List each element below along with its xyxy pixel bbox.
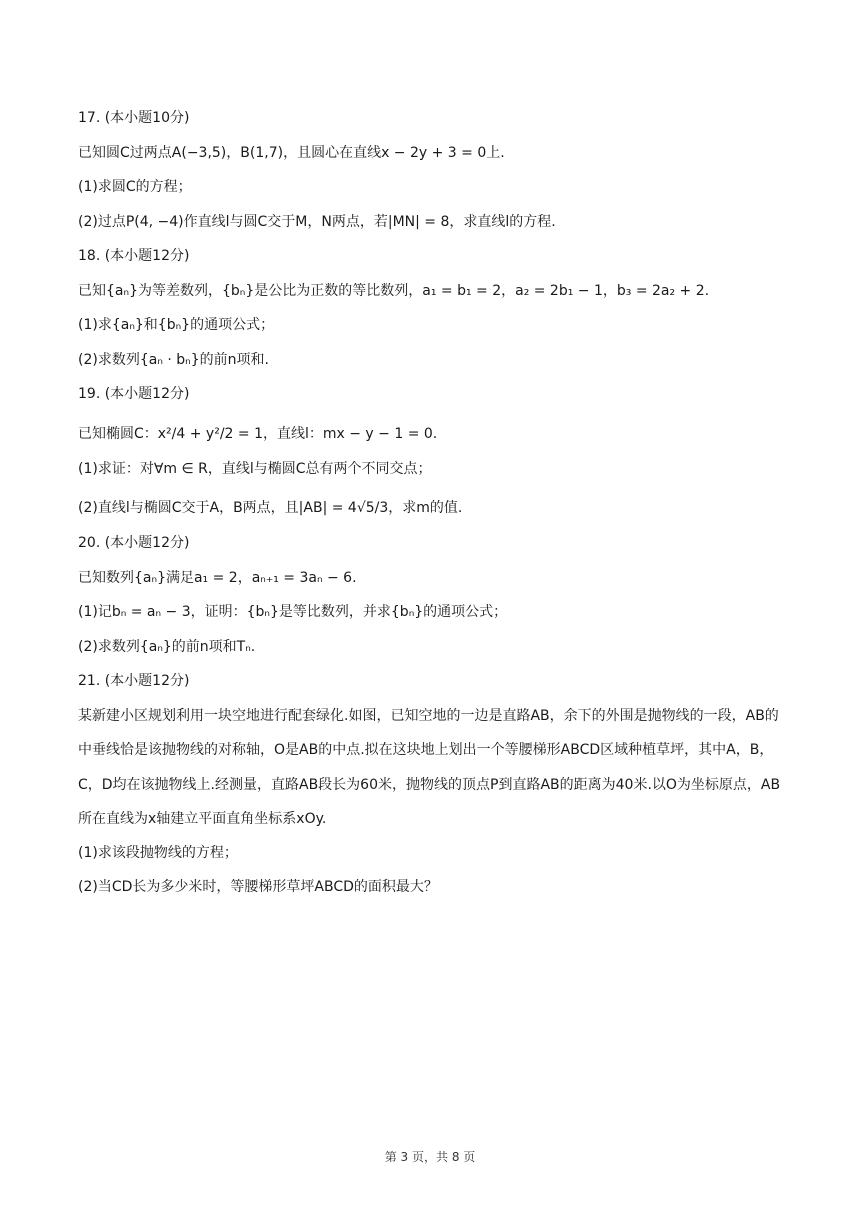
problem-17-question-1: (1)求圆C的方程； [78, 179, 192, 195]
problem-20-header: 20. (本小题12分) [78, 535, 190, 551]
problem-17-question-2: (2)过点P(4, −4)作直线l与圆C交于M，N两点，若|MN| = 8，求直线l的方程. [78, 213, 556, 230]
problem-19-stem: 已知椭圆C：x²/4 + y²/2 = 1，直线l：mx − y − 1 = 0. [78, 425, 438, 442]
problem-18-question-2: (2)求数列{aₙ · bₙ}的前n项和. [78, 351, 269, 368]
problem-21-question-1: (1)求该段抛物线的方程； [78, 844, 238, 861]
page-number-footer: 第 3 页，共 8 页 [384, 1150, 476, 1164]
problem-20-question-1: (1)记bₙ = aₙ − 3，证明：{bₙ}是等比数列，并求{bₙ}的通项公式； [78, 604, 508, 620]
problem-21-question-2: (2)当CD长为多少米时，等腰梯形草坪ABCD的面积最大？ [78, 879, 438, 895]
problem-17-stem: 已知圆C过两点A(−3,5)，B(1,7)，且圆心在直线x − 2y + 3 = 0上. [78, 144, 505, 161]
problem-19-question-1: (1)求证：对∀m ∈ R，直线l与椭圆C总有两个不同交点； [78, 460, 432, 477]
problem-21-stem: 某新建小区规划利用一块空地进行配套绿化.如图，已知空地的一边是直路AB，余下的外围是抛物线的一段，AB的中垂线恰是该抛物线的对称轴，O是AB的中点.拟在这块地上划出一个等腰梯形ABCD区域种植草坪，其中A，B，C，D均在该抛物线上.经测量，直路AB段长为60米，抛物线的顶点P到直路AB的距离为40米.以O为坐标原点，AB所在直线为x轴建立平面直角坐标系xOy. [78, 707, 781, 827]
problem-20-question-2: (2)求数列{aₙ}的前n项和Tₙ. [78, 638, 256, 655]
problem-20-stem: 已知数列{aₙ}满足a₁ = 2，aₙ₊₁ = 3aₙ − 6. [78, 569, 357, 586]
problem-18-stem: 已知{aₙ}为等差数列，{bₙ}是公比为正数的等比数列，a₁ = b₁ = 2，a₂ = 2b₁ − 1，b₃ = 2a₂ + 2. [78, 282, 710, 299]
problem-19-question-2: (2)直线l与椭圆C交于A，B两点，且|AB| = 4√5/3，求m的值. [78, 500, 463, 516]
exam-page-body [78, 108, 788, 912]
problem-19-header: 19. (本小题12分) [78, 386, 190, 402]
problem-18-header: 18. (本小题12分) [78, 248, 190, 264]
problem-17-header: 17. (本小题10分) [78, 110, 190, 126]
problem-21-header: 21. (本小题12分) [78, 673, 190, 689]
problem-18-question-1: (1)求{aₙ}和{bₙ}的通项公式； [78, 317, 275, 333]
